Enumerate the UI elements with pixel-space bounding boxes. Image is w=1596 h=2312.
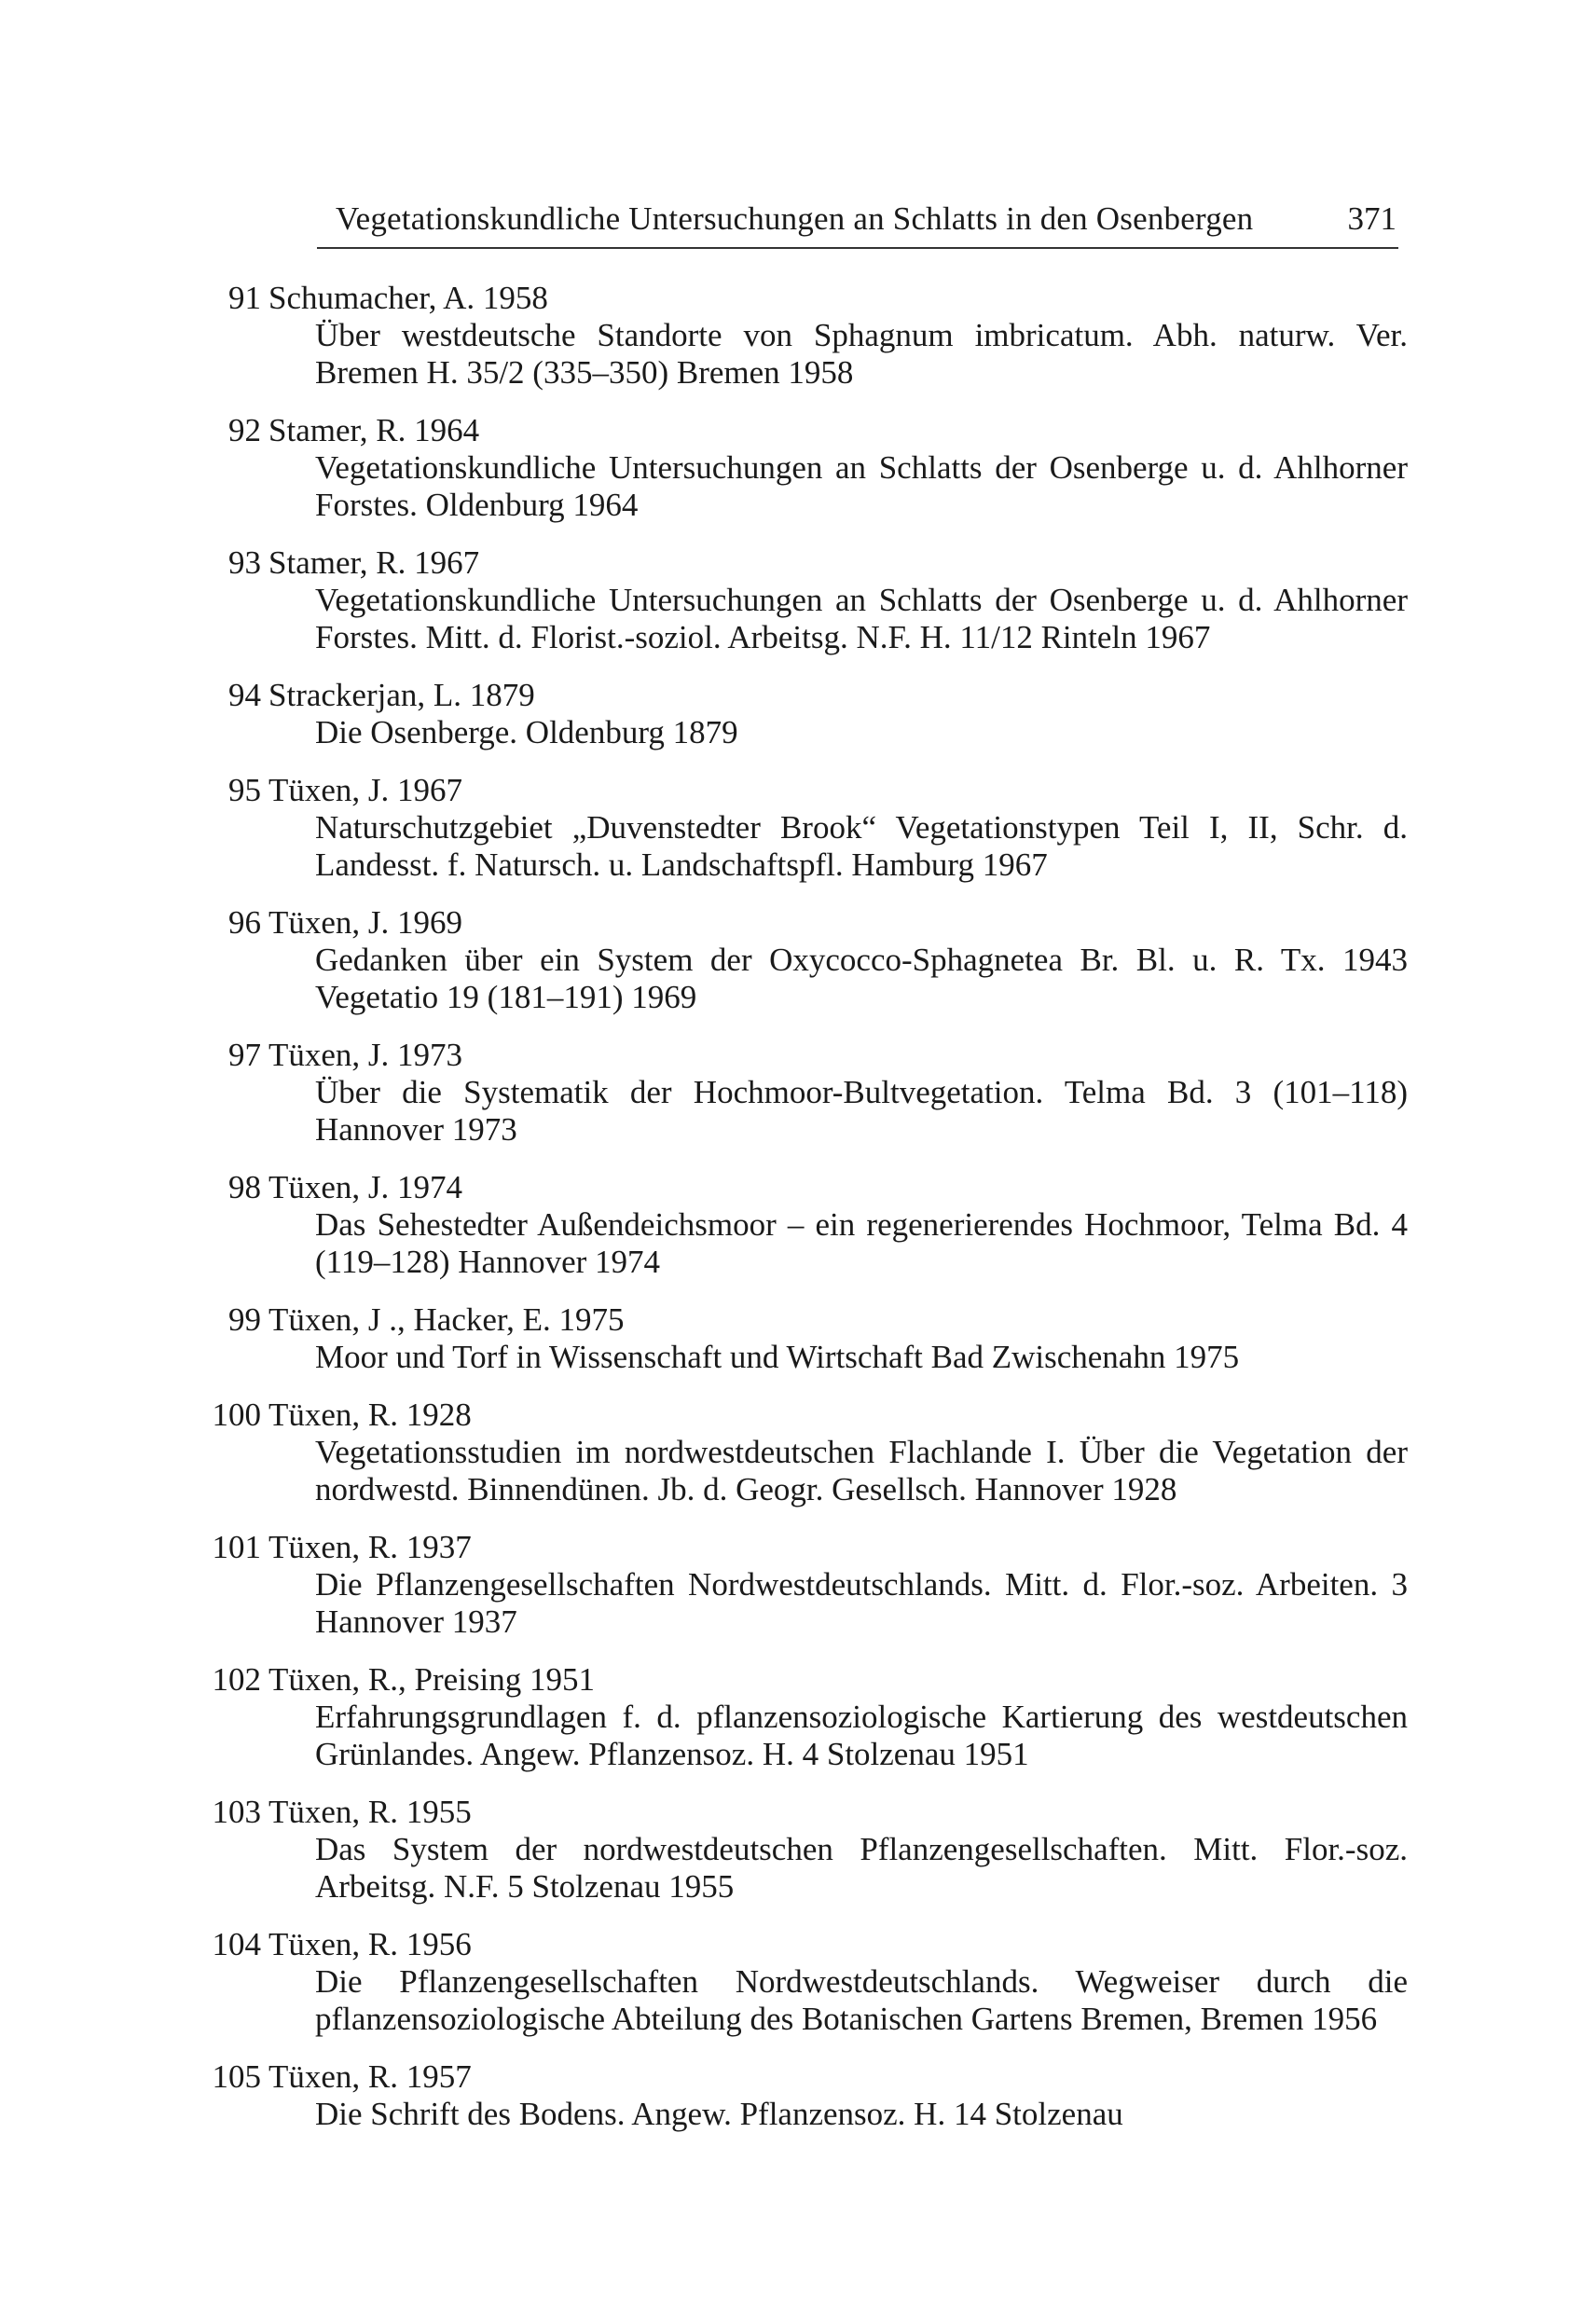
page-number: 371 xyxy=(1347,200,1396,237)
reference-author-year: Tüxen, J. 1967 xyxy=(268,772,463,808)
reference-author-year: Tüxen, R. 1937 xyxy=(268,1529,472,1565)
reference-entry xyxy=(186,1037,1408,1149)
reference-number: 97 xyxy=(228,1037,261,1073)
reference-author-year: Schumacher, A. 1958 xyxy=(268,280,548,316)
reference-entry xyxy=(186,412,1408,524)
page-header xyxy=(317,191,1398,249)
reference-entry xyxy=(186,2058,1408,2133)
reference-number: 101 xyxy=(212,1529,261,1565)
reference-number: 102 xyxy=(212,1661,261,1698)
reference-number: 105 xyxy=(212,2058,261,2095)
reference-text: Vegetationskundliche Untersuchungen an Schlatts der Osenberge u. d. Ahlhorner Forstes. Mitt. d. Florist.-soziol. Arbeitsg. N.F. H. 11/12 Rinteln 1967 xyxy=(315,582,1408,655)
reference-entry xyxy=(186,904,1408,1016)
reference-number: 94 xyxy=(228,677,261,713)
reference-entry xyxy=(186,772,1408,884)
reference-text: Vegetationskundliche Untersuchungen an Schlatts der Osenberge u. d. Ahlhorner Forstes. Oldenburg 1964 xyxy=(315,449,1408,523)
reference-text: Moor und Torf in Wissenschaft und Wirtschaft Bad Zwischenahn 1975 xyxy=(315,1339,1240,1375)
reference-author-year: Tüxen, J. 1973 xyxy=(268,1037,463,1073)
reference-number: 104 xyxy=(212,1926,261,1962)
running-title: Vegetationskundliche Untersuchungen an Schlatts in den Osenbergen xyxy=(336,200,1254,237)
reference-number: 91 xyxy=(228,280,261,316)
reference-text: Das Sehestedter Außendeichsmoor – ein regenerierendes Hochmoor, Telma Bd. 4 (119–128) Hannover 1974 xyxy=(315,1206,1408,1280)
reference-text: Die Pflanzengesellschaften Nordwestdeutschlands. Mitt. d. Flor.-soz. Arbeiten. 3 Hannover 1937 xyxy=(315,1566,1408,1640)
reference-text: Über westdeutsche Standorte von Sphagnum imbricatum. Abh. naturw. Ver. Bremen H. 35/2 (335–350) Bremen 1958 xyxy=(315,317,1408,391)
reference-author-year: Tüxen, R., Preising 1951 xyxy=(268,1661,595,1698)
reference-number: 100 xyxy=(212,1397,261,1433)
reference-text: Naturschutzgebiet „Duvenstedter Brook“ Vegetationstypen Teil I, II, Schr. d. Landesst. f. Natursch. u. Landschaftspfl. Hamburg 1967 xyxy=(315,809,1408,883)
reference-author-year: Tüxen, J ., Hacker, E. 1975 xyxy=(268,1301,625,1338)
reference-entry xyxy=(186,1661,1408,1773)
reference-number: 99 xyxy=(228,1301,261,1338)
reference-author-year: Tüxen, R. 1955 xyxy=(268,1794,472,1830)
reference-entry xyxy=(186,1397,1408,1508)
reference-author-year: Stamer, R. 1967 xyxy=(268,544,480,581)
reference-number: 95 xyxy=(228,772,261,808)
reference-author-year: Tüxen, R. 1928 xyxy=(268,1397,472,1433)
reference-entry xyxy=(186,1926,1408,2038)
reference-text: Das System der nordwestdeutschen Pflanzengesellschaften. Mitt. Flor.-soz. Arbeitsg. N.F. 5 Stolzenau 1955 xyxy=(315,1831,1408,1905)
reference-number: 96 xyxy=(228,904,261,941)
reference-author-year: Tüxen, R. 1956 xyxy=(268,1926,472,1962)
reference-number: 93 xyxy=(228,544,261,581)
reference-list xyxy=(186,280,1408,2154)
reference-text: Die Schrift des Bodens. Angew. Pflanzensoz. H. 14 Stolzenau xyxy=(315,2096,1123,2132)
reference-text: Die Osenberge. Oldenburg 1879 xyxy=(315,714,738,750)
reference-entry xyxy=(186,1301,1408,1376)
reference-author-year: Strackerjan, L. 1879 xyxy=(268,677,535,713)
reference-author-year: Stamer, R. 1964 xyxy=(268,412,480,448)
reference-author-year: Tüxen, J. 1969 xyxy=(268,904,463,941)
reference-entry xyxy=(186,1794,1408,1906)
reference-number: 92 xyxy=(228,412,261,448)
reference-entry xyxy=(186,544,1408,656)
reference-author-year: Tüxen, R. 1957 xyxy=(268,2058,472,2095)
reference-entry xyxy=(186,280,1408,392)
reference-number: 98 xyxy=(228,1169,261,1205)
reference-text: Vegetationsstudien im nordwestdeutschen Flachlande I. Über die Vegetation der nordwestd. Binnendünen. Jb. d. Geogr. Gesellsch. Hannover 1928 xyxy=(315,1434,1408,1507)
reference-text: Erfahrungsgrundlagen f. d. pflanzensoziologische Kartierung des westdeutschen Grünlandes. Angew. Pflanzensoz. H. 4 Stolzenau 1951 xyxy=(315,1699,1408,1772)
reference-text: Die Pflanzengesellschaften Nordwestdeutschlands. Wegweiser durch die pflanzensoziologische Abteilung des Botanischen Gartens Bremen, Bremen 1956 xyxy=(315,1963,1408,2037)
reference-author-year: Tüxen, J. 1974 xyxy=(268,1169,463,1205)
reference-text: Über die Systematik der Hochmoor-Bultvegetation. Telma Bd. 3 (101–118) Hannover 1973 xyxy=(315,1074,1408,1148)
reference-entry xyxy=(186,677,1408,751)
reference-number: 103 xyxy=(212,1794,261,1830)
reference-entry xyxy=(186,1529,1408,1641)
reference-entry xyxy=(186,1169,1408,1281)
reference-text: Gedanken über ein System der Oxycocco-Sphagnetea Br. Bl. u. R. Tx. 1943 Vegetatio 19 (181–191) 1969 xyxy=(315,942,1408,1015)
